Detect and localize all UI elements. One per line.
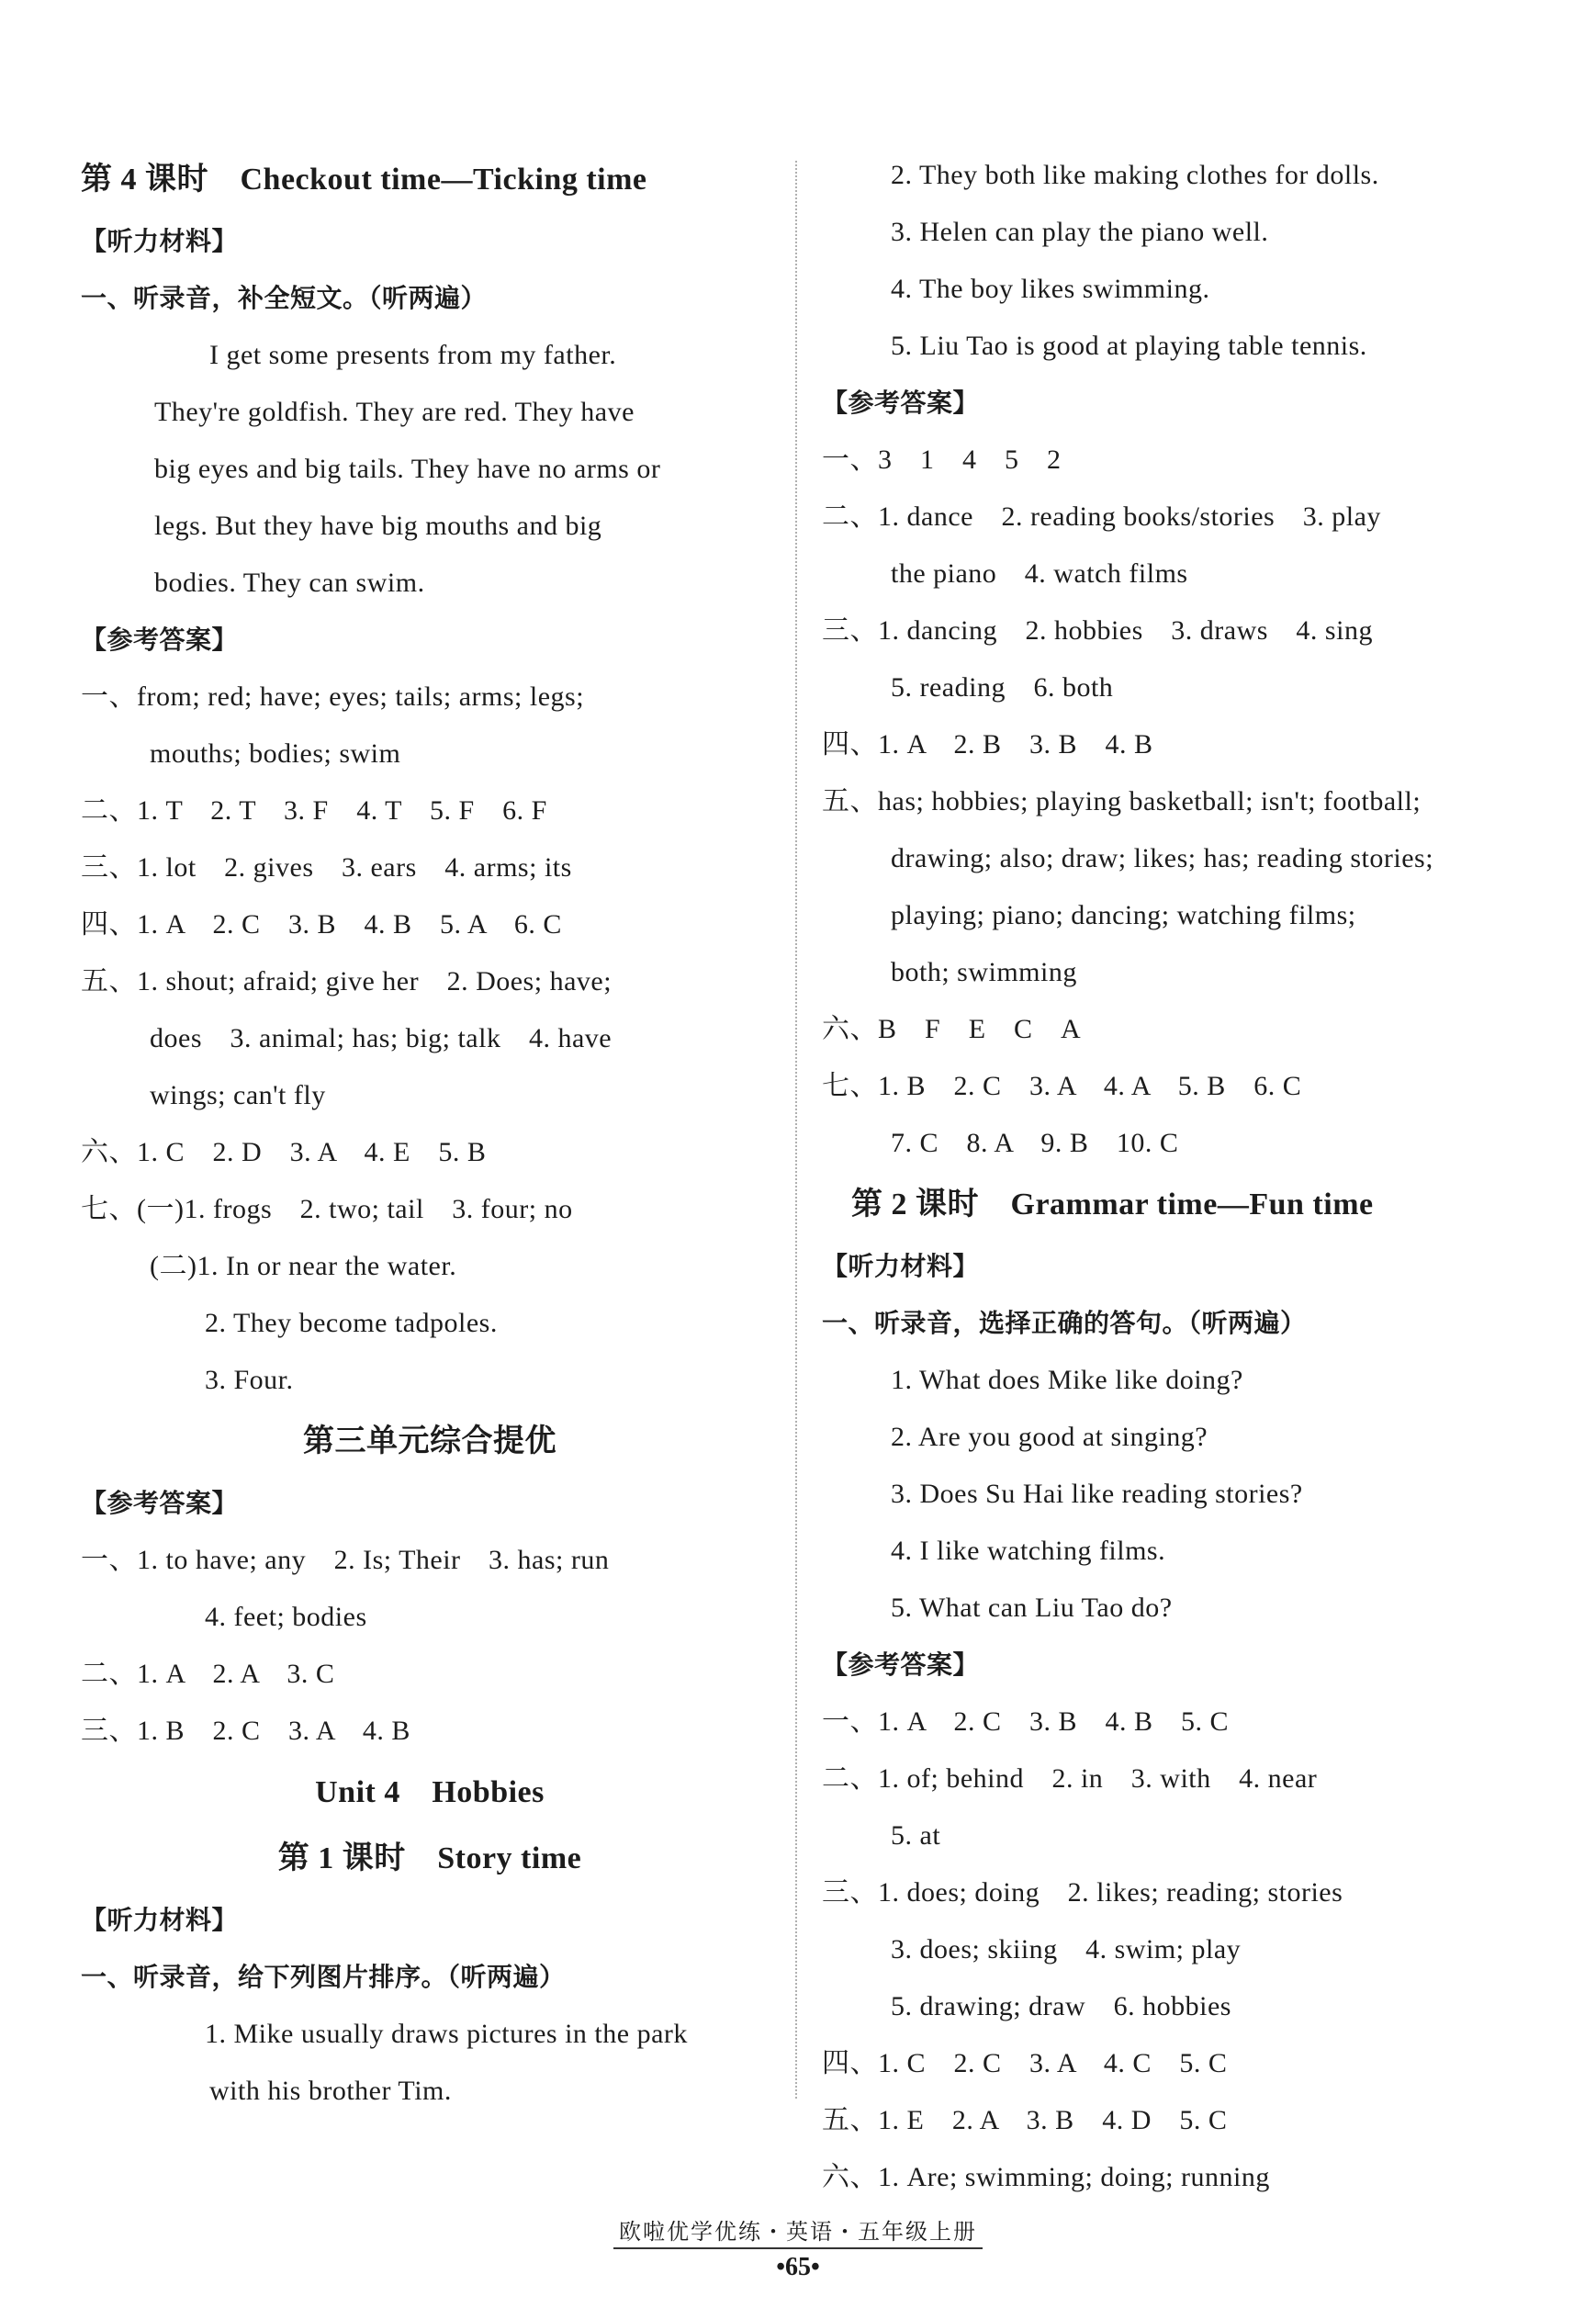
left-line: bodies. They can swim. [154,568,425,598]
left-line: 1. Mike usually draws pictures in the park [205,2019,688,2049]
left-line: 第 1 课时 Story time [277,1841,582,1875]
left-line: 五、1. shout; afraid; give her 2. Does; have; [81,966,613,996]
right-line: 三、1. dancing 2. hobbies 3. draws 4. sing [822,615,1373,646]
right-line: 二、1. dance 2. reading books/stories 3. play [822,501,1381,532]
right-column [822,147,1520,2206]
left-line: legs. But they have big mouths and big [154,511,602,541]
left-line: does 3. animal; has; big; talk 4. have [150,1023,613,1053]
left-column [81,147,779,2120]
left-line: 4. feet; bodies [205,1602,367,1632]
left-line: 一、听录音，给下列图片排序。（听两遍） [81,1962,566,1992]
left-line: mouths; bodies; swim [150,738,401,769]
right-line: 七、1. B 2. C 3. A 4. A 5. B 6. C [822,1071,1302,1101]
right-line: 四、1. A 2. B 3. B 4. B [822,729,1153,760]
right-line: 3. does; skiing 4. swim; play [891,1934,1242,1964]
right-line: 第 2 课时 Grammar time—Fun time [851,1188,1374,1221]
right-line: 【参考答案】 [822,388,980,418]
right-line: 5. Liu Tao is good at playing table tennis. [891,331,1367,361]
book-title: 欧啦优学优练・英语・五年级上册 [613,2213,983,2249]
right-line: 5. drawing; draw 6. hobbies [891,1991,1231,2021]
right-line: both; swimming [891,957,1077,987]
left-line: (二)1. In or near the water. [150,1251,457,1281]
left-line: 四、1. A 2. C 3. B 4. B 5. A 6. C [81,909,562,940]
left-line: 3. Four. [205,1365,294,1395]
right-line: 5. reading 6. both [891,672,1114,703]
left-line: 【参考答案】 [81,625,239,655]
right-line: 1. What does Mike like doing? [891,1365,1243,1395]
right-line: 一、1. A 2. C 3. B 4. B 5. C [822,1706,1230,1737]
right-line: 4. I like watching films. [891,1536,1166,1566]
right-line: the piano 4. watch films [891,558,1188,589]
right-line: 【参考答案】 [822,1649,980,1680]
left-line: 二、1. T 2. T 3. F 4. T 5. F 6. F [81,795,547,826]
left-line: 【听力材料】 [81,1905,239,1935]
left-line: 2. They become tadpoles. [205,1308,498,1338]
right-line: 四、1. C 2. C 3. A 4. C 5. C [822,2048,1228,2078]
left-line: 三、1. B 2. C 3. A 4. B [81,1716,410,1746]
left-line: big eyes and big tails. They have no arms or [154,454,661,484]
right-line: 4. The boy likes swimming. [891,274,1210,304]
right-line: 五、has; hobbies; playing basketball; isn't; football; [822,786,1422,816]
right-line: 五、1. E 2. A 3. B 4. D 5. C [822,2105,1228,2135]
right-line: drawing; also; draw; likes; has; reading stories; [891,843,1434,873]
right-line: 5. at [891,1820,941,1851]
right-line: 一、3 1 4 5 2 [822,445,1062,475]
right-line: 六、B F E C A [822,1014,1082,1044]
right-line: 三、1. does; doing 2. likes; reading; stories [822,1877,1343,1908]
left-line: I get some presents from my father. [209,340,617,370]
left-line: Unit 4 Hobbies [315,1775,545,1809]
left-line: 【参考答案】 [81,1488,239,1518]
page-footer [0,2213,1596,2282]
left-line: They're goldfish. They are red. They have [154,397,635,427]
left-line: 六、1. C 2. D 3. A 4. E 5. B [81,1137,487,1167]
left-line: wings; can't fly [150,1080,326,1110]
left-line: 第 4 课时 Checkout time—Ticking time [81,163,647,197]
right-line: 5. What can Liu Tao do? [891,1593,1173,1623]
left-line: 一、from; red; have; eyes; tails; arms; legs; [81,681,585,712]
left-line: 七、(一)1. frogs 2. two; tail 3. four; no [81,1194,573,1224]
left-line: 【听力材料】 [81,226,239,256]
right-line: 3. Helen can play the piano well. [891,217,1269,247]
right-line: 二、1. of; behind 2. in 3. with 4. near [822,1763,1318,1794]
right-line: 一、听录音，选择正确的答句。（听两遍） [822,1308,1307,1338]
right-line: 3. Does Su Hai like reading stories? [891,1479,1303,1509]
left-line: 三、1. lot 2. gives 3. ears 4. arms; its [81,852,572,883]
left-line: 第三单元综合提优 [303,1424,556,1458]
left-line: 二、1. A 2. A 3. C [81,1659,335,1689]
right-line: 【听力材料】 [822,1251,980,1281]
column-divider [795,161,797,2099]
left-line: 一、听录音，补全短文。（听两遍） [81,283,488,313]
right-line: 2. They both like making clothes for dolls. [891,160,1379,190]
right-line: 六、1. Are; swimming; doing; running [822,2162,1270,2192]
left-line: with his brother Tim. [209,2076,452,2106]
right-line: playing; piano; dancing; watching films; [891,900,1356,930]
right-line: 2. Are you good at singing? [891,1422,1208,1452]
left-line: 一、1. to have; any 2. Is; Their 3. has; run [81,1545,610,1575]
page-number: •65• [776,2253,820,2281]
right-line: 7. C 8. A 9. B 10. C [891,1128,1179,1158]
